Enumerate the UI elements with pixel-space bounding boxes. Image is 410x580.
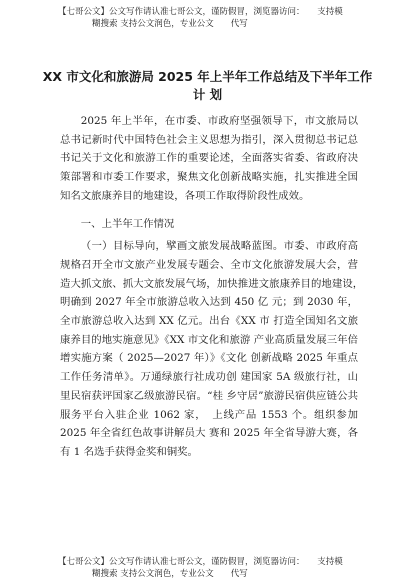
document-title: XX 市文化和旅游局 2025 年上半年工作总结及下半年工作计 划	[42, 69, 373, 102]
header-watermark	[58, 6, 343, 30]
document-body	[60, 112, 369, 462]
intro-paragraph: 2025 年上半年，在市委、市政府坚强领导下，市文旅局以总书记新时代中国特色社会主义思想为指引，深入贯彻总书记总书记关于文化和旅游工作的重要论述，全面落实省委、省政府决策部署和市委工作要求，聚焦文化创新战略实施，扎实推进全国知名文旅康养目的地建设，各项工作取得阶段性成效。	[60, 115, 358, 202]
subsection-paragraph: （一）目标导向，擘画文旅发展战略蓝图。市委、市政府高规格召开全市文旅产业发展专题会、全市文化旅游发展大会，营造大抓文旅、抓大文旅发展气场，加快推进文旅康养目的地建设， 明确到 2027 年全市旅游总收入达到 450 亿 元；到 2030 年，全市旅游总收入达到 XX 亿元。出台《XX 市 打造全国知名文旅康养目的地实施意见》《XX 市文化和旅游 产业高质量发展三年倍增实施方案（ 2025—2027 年）》《文化 创新战略 2025 年重点工作任务清单》。万通绿旅行社成功创 建国家 5A 级旅行社，山里民宿获评国家乙级旅游民宿。“桂 乡守居”旅游民宿供应链公共服务平台入驻企业 1062 家， 上线产品 1553 个。组织参加 2025 年全省红色故事讲解员大 赛和 2025 年全省导游大赛，各有 1 名选手获得金奖和铜奖。	[60, 240, 369, 458]
footer-watermark	[58, 556, 343, 580]
section-heading: 一、上半年工作情况	[80, 217, 175, 230]
header-watermark-line1: 【七哥公文】公文写作请认准七哥公文，谨防假冒，浏览器访问： 支持模	[58, 7, 343, 17]
footer-watermark-line1: 【七哥公文】公文写作请认准七哥公文，谨防假冒，浏览器访问： 支持模	[58, 557, 343, 567]
header-watermark-line2: 糊搜索 支持公文润色，专业公文 代写	[58, 19, 248, 29]
footer-watermark-line2: 糊搜索 支持公文润色，专业公文 代写	[58, 569, 248, 579]
